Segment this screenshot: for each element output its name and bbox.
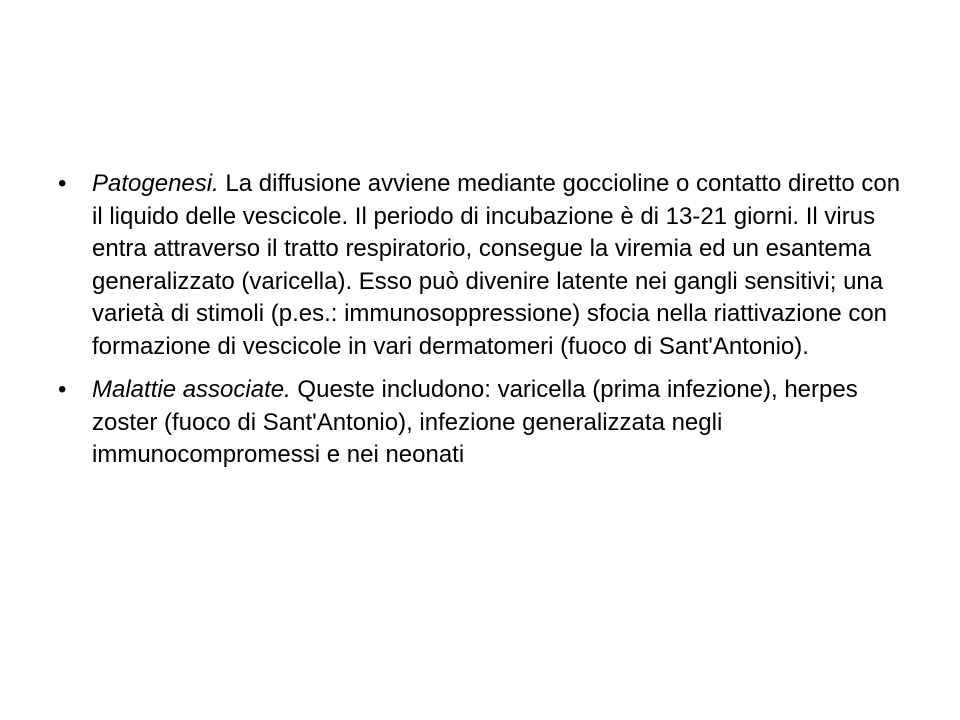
bullet-list [58, 168, 908, 483]
bullet-icon: • [58, 376, 67, 403]
bullet-text-patogenesi: La diffusione avviene mediante goccioline o contatto diretto con il liquido delle vescicole. Il periodo di incubazione è di 13-21 giorni. Il virus entra attraverso il tratto respiratorio, consegue la viremia ed un esantema generalizzato (varicella). Esso può divenire latente nei gangli sensitivi; una varietà di stimoli (p.es.: immunosoppressione) sfocia nella riattivazione con formazione di vescicole in vari dermatomeri (fuoco di Sant'Antonio). [92, 170, 901, 360]
bullet-lead-malattie-associate: Malattie associate. [92, 376, 291, 403]
bullet-lead-patogenesi: Patogenesi. [92, 170, 219, 197]
bullet-icon: • [58, 170, 67, 197]
bullet-patogenesi [58, 168, 908, 363]
bullet-text-malattie-associate: Queste includono: varicella (prima infezione), herpes zoster (fuoco di Sant'Antonio), infezione generalizzata negli immunocompromessi e nei neonati [92, 376, 858, 468]
bullet-malattie-associate [58, 374, 908, 472]
